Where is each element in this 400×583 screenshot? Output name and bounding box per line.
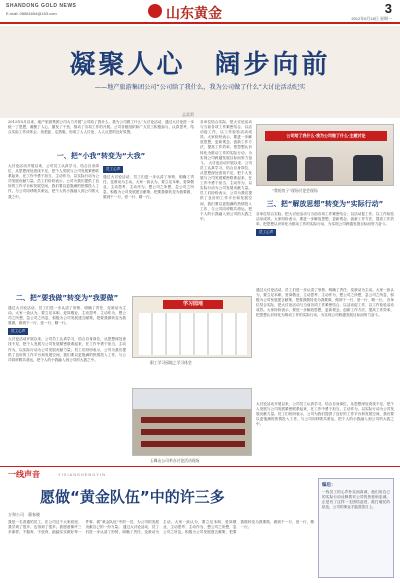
section-1-text: [8, 164, 194, 282]
photo-caption-middle: 职工学习园地之学习体会: [150, 360, 192, 365]
bottom-section-label: 一线声音: [8, 470, 40, 479]
bottom-article-body: 我是一名普通的员工，在公司这个大家庭里，我学到了很多，也得到了很多。我愿意像许三多那样，不抛弃、不放弃，踏踏实实做好每一件事，做“黄金队伍”中的一员，为公司的发展贡献自己的一份力量。: [8, 520, 159, 535]
right-column-lower-text: [256, 402, 394, 462]
photo-caption-top: “我的房子”现场讨论会现场: [272, 188, 318, 193]
logo-seal-icon: [148, 4, 162, 18]
section-2-title: 二、把“要我做”转变为“我要做”: [15, 294, 119, 302]
intro-paragraph: 2012年5月以来，地产旅游集团公司大力开展“公司给了我什么，我为公司做了什么”大讨论活动，通过大讨论进一步统一了思想，凝聚了人心，激发了干劲，推动了各项工作的开展。公司各级组织和广大员工积极参与，认真思考，结合实际工作谈体会、找差距、定措施，形成了人人讨论、人人反思的良好氛围。: [8, 120, 194, 135]
meeting-person-3: [353, 155, 383, 181]
study-corner-board: [139, 313, 247, 355]
section-1-body: 大讨论活动开展以来，公司员工认真学习，结合自身岗位，从思想深处查找不足，把个人发展与公司发展紧密联系起来，在工作中勇于担当，主动作为，以实际行动为公司发展贡献力量。员工们纷纷表示，公司为我们提供了良好的工作平台和发展空间，我们要以更饱满的热情投入工作，与公司同呼吸共命运，把个人的小我融入到公司的大我之中。: [8, 164, 99, 199]
meeting-hall-seats-row-3: [141, 441, 245, 447]
newspaper-title: 山东黄金: [166, 6, 222, 22]
section-1: [8, 148, 194, 288]
subheadline: ——地产旅游集团公司“公司给了我什么，我为公司做了什么”大讨论活动纪实: [94, 84, 306, 91]
right-column-text: [256, 288, 394, 400]
section-2: [8, 290, 126, 462]
meeting-person-2: [305, 157, 333, 181]
section-3-title: 三、把“解放思想”转变为“实际行动”: [266, 200, 384, 208]
editor-note-text: 一线员工的心声朴实而真诚，他们用自己的实际行动诠释着对公司的热爱和忠诚。正是有了这样一支团结奋进、敢打硬仗的队伍，公司的事业才能蒸蒸日上。: [322, 490, 390, 510]
section-1-tag: 员工心声: [103, 166, 123, 173]
photo-meeting-hall: [132, 388, 252, 456]
editor-note-title: 编后：: [322, 483, 336, 488]
page-number: 3: [384, 1, 392, 16]
main-headline: 凝聚人心 阔步向前: [69, 50, 331, 80]
middle-column-body-cont: 大讨论活动开展以来，公司员工认真学习，结合自身岗位，从思想深处查找不足，把个人发展与公司发展紧密联系起来，在工作中勇于担当，主动作为，以实际行动为公司发展贡献力量。员工们纷纷表示，公司为我们提供了良好的工作平台和发展空间，我们要以更饱满的热情投入工作，与公司同呼吸共命运，把个人的小我融入到公司的大我之中。: [200, 160, 252, 221]
section-3: [256, 196, 394, 286]
right-column-body: 通过大讨论活动，员工们进一步认清了形势，明确了责任，变被动为主动。大家一致认为，要立足本职、爱岗敬业，主动思考、主动作为，想公司之所想，急公司之所急，积极为公司发展建言献策，把要我做转变为我要做，做到干一行、爱一行、精一行。: [256, 288, 394, 303]
section-2-body: 通过大讨论活动，员工们进一步认清了形势，明确了责任，变被动为主动。大家一致认为，要立足本职、爱岗敬业，主动思考、主动作为，想公司之所想，急公司之所急，积极为公司发展建言献策，把要我做转变为我要做，做到干一行、爱一行、精一行。: [8, 306, 126, 326]
bottom-section-label-en: YIXIANSHENGYIN: [58, 472, 107, 477]
section-2-tag: 员工心声: [8, 328, 28, 335]
bottom-author: 万和公司 冀春晓: [8, 512, 40, 517]
section-3-tag: 员工心声: [256, 229, 276, 236]
photo-study-corner: [132, 296, 252, 358]
bottom-headline: 愿做“黄金队伍”中的许三多: [40, 488, 225, 506]
meeting-hall-seats-row-1: [141, 417, 245, 423]
photo-discussion-meeting: [256, 124, 394, 186]
right-column-lower-body: 大讨论活动开展以来，公司员工认真学习，结合自身岗位，从思想深处查找不足，把个人发展与公司发展紧密联系起来，在工作中勇于担当，主动作为，以实际行动为公司发展贡献力量。员工们纷纷表示，公司为我们提供了良好的工作平台和发展空间，我们要以更饱满的热情投入工作，与公司同呼吸共命运，把个人的小我融入到公司的大我之中。: [256, 402, 394, 427]
section-2-text: [8, 306, 126, 456]
section-2-body-cont: 大讨论活动开展以来，公司员工认真学习，结合自身岗位，从思想深处查找不足，把个人发展与公司发展紧密联系起来，在工作中勇于担当，主动作为，以实际行动为公司发展贡献力量。员工们纷纷表示，公司为我们提供了良好的工作平台和发展空间，我们要以更饱满的热情投入工作，与公司同呼吸共命运，把个人的小我融入到公司的大我之中。: [8, 337, 126, 362]
section-3-text: [256, 212, 394, 238]
masthead-name-en: SHANDONG GOLD NEWS: [6, 3, 77, 9]
study-corner-banner: 学习园地: [163, 300, 223, 309]
section-1-title: 一、把“小我”转变为“大我”: [56, 152, 146, 160]
bottom-article-body-cont: 通过大讨论活动，员工们进一步认清了形势，明确了责任，变被动为主动。大家一致认为，要立足本职、爱岗敬业，主动思考、主动作为，想公司之所想，急公司之所急，积极为公司发展建言献策，把要我做转变为我要做，做到干一行、爱一行、精一行。: [85, 520, 314, 535]
editor-note-box: [318, 478, 394, 578]
meeting-person-1: [267, 155, 297, 181]
section-1-body-cont: 通过大讨论活动，员工们进一步认清了形势，明确了责任，变被动为主动。大家一致认为，要立足本职、爱岗敬业，主动思考、主动作为，想公司之所想，急公司之所急，积极为公司发展建言献策，把要我做转变为我要做，做到干一行、爱一行、精一行。: [103, 175, 194, 200]
middle-column-body: 各单位结合实际，把大讨论活动与当前各项工作紧密结合，以活动促工作，以工作检验活动成效。大家纷纷表示，要进一步解放思想，更新观念，创新工作方法，提高工作效率，把思想认识转化为推动工作的实际行动，为实现公司跨越发展目标而努力奋斗。: [200, 120, 252, 165]
masthead: [0, 0, 400, 24]
bottom-article-text: [8, 520, 314, 580]
right-column-body-cont: 各单位结合实际，把大讨论活动与当前各项工作紧密结合，以活动促工作，以工作检验活动成效。大家纷纷表示，要进一步解放思想，更新观念，创新工作方法，提高工作效率，把思想认识转化为推动工作的实际行动，为实现公司跨越发展目标而努力奋斗。: [256, 298, 394, 318]
issue-date: 2012年6月18日 星期一: [351, 16, 392, 21]
section-3-body: 各单位结合实际，把大讨论活动与当前各项工作紧密结合，以活动促工作，以工作检验活动成效。大家纷纷表示，要进一步解放思想，更新观念，创新工作方法，提高工作效率，把思想认识转化为推动工作的实际行动，为实现公司跨越发展目标而努力奋斗。: [256, 212, 394, 227]
byline: 孟爱莉: [182, 112, 194, 117]
newspaper-logo: [148, 2, 240, 20]
photo-caption-bottom: 玉峰山公司举办讨论活动现场: [150, 458, 200, 463]
meeting-banner: 公司给了我什么·我为公司做了什么·主题讨论: [265, 131, 387, 141]
meeting-hall-seats-row-2: [141, 429, 245, 435]
masthead-email: E-mail: 08581654@163.com: [6, 11, 57, 16]
